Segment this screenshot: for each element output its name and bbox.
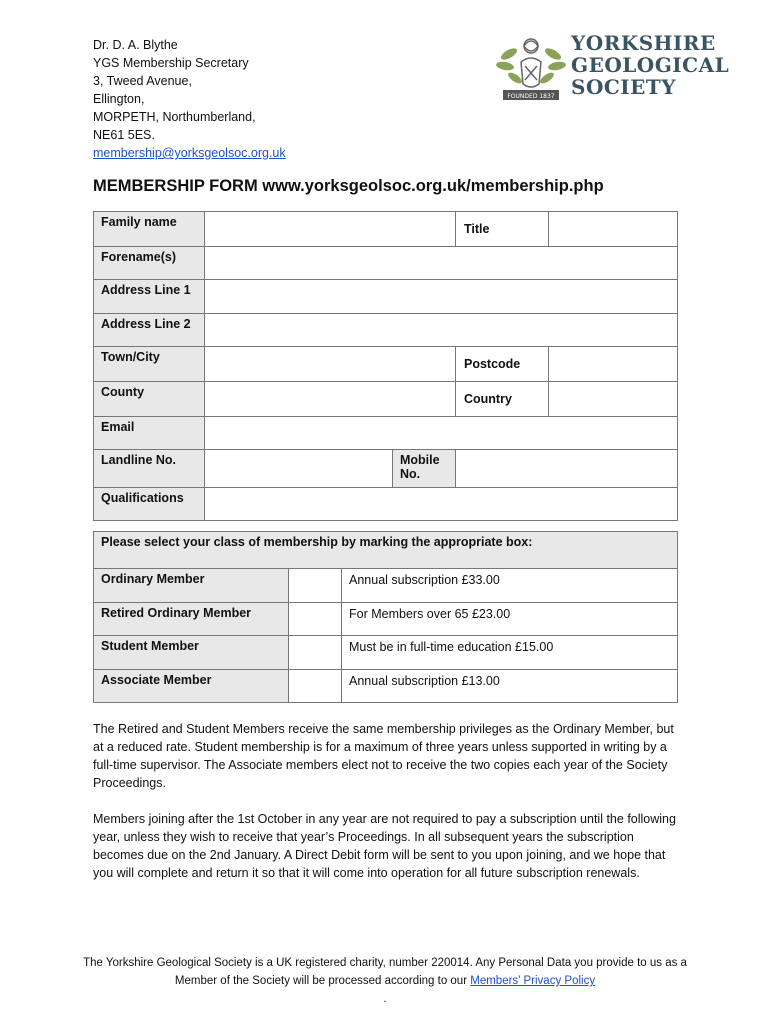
family-name-label: Family name [94, 212, 205, 247]
membership-heading: Please select your class of membership by marking the appropriate box: [94, 532, 678, 569]
forenames-field[interactable] [205, 247, 678, 280]
address-line: YGS Membership Secretary [93, 56, 249, 70]
town-label: Town/City [94, 347, 205, 382]
address2-field[interactable] [205, 314, 678, 347]
postcode-field[interactable] [549, 347, 678, 382]
membership-table [93, 531, 678, 703]
privileges-paragraph: The Retired and Student Members receive the same membership privileges as the Ordinary Member, but at a reduced rate. Student membership is for a maximum of three years unless supported in writing by a full-time supervisor. The Associate members elect not to receive the two copies each year of the Society Proceedings. [93, 722, 674, 790]
address-line: 3, Tweed Avenue, [93, 74, 192, 88]
subscription-paragraph: Members joining after the 1st October in any year are not required to pay a subscription until the following year, unless they wish to receive that year’s Proceedings. In all subsequent years the subscription becomes due on the 2nd January. A Direct Debit form will be sent to you upon joining, and we hope that you will complete and return it so that it will come into operation for all future subscription renewals. [93, 812, 676, 880]
county-label: County [94, 382, 205, 417]
ordinary-member-checkbox[interactable] [289, 569, 342, 603]
form-title: MEMBERSHIP FORM www.yorksgeolsoc.org.uk/membership.php [93, 177, 604, 195]
membership-desc: Must be in full-time education £15.00 [342, 636, 678, 670]
email-link[interactable]: membership@yorksgeolsoc.org.uk [93, 146, 286, 160]
mobile-label: Mobile No. [393, 450, 456, 488]
postcode-label: Postcode [456, 347, 549, 382]
footer-text: The Yorkshire Geological Society is a UK registered charity, number 220014. Any Personal Data you provide to us as a Member of the Society will be processed according to our [83, 957, 687, 987]
privacy-policy-link[interactable]: Members’ Privacy Policy [470, 975, 596, 987]
address1-label: Address Line 1 [94, 280, 205, 314]
email-field[interactable] [205, 417, 678, 450]
society-logo [495, 32, 755, 112]
address-line: NE61 5ES. [93, 128, 155, 142]
membership-desc: Annual subscription £13.00 [342, 670, 678, 703]
membership-type: Associate Member [94, 670, 289, 703]
mobile-field[interactable] [456, 450, 678, 488]
qualifications-label: Qualifications [94, 488, 205, 521]
title-label: Title [456, 212, 549, 247]
town-field[interactable] [205, 347, 456, 382]
country-field[interactable] [549, 382, 678, 417]
svg-text:FOUNDED 1837: FOUNDED 1837 [507, 93, 555, 100]
country-label: Country [456, 382, 549, 417]
title-field[interactable] [549, 212, 678, 247]
address1-field[interactable] [205, 280, 678, 314]
county-field[interactable] [205, 382, 456, 417]
membership-type: Ordinary Member [94, 569, 289, 603]
student-member-checkbox[interactable] [289, 636, 342, 670]
logo-wordmark: YORKSHIRE GEOLOGICAL SOCIETY [571, 31, 730, 99]
retired-member-checkbox[interactable] [289, 603, 342, 636]
membership-type: Retired Ordinary Member [94, 603, 289, 636]
footer-tail: . [383, 993, 387, 1005]
membership-desc: Annual subscription £33.00 [342, 569, 678, 603]
address-line: Ellington, [93, 92, 145, 106]
landline-label: Landline No. [94, 450, 205, 488]
address2-label: Address Line 2 [94, 314, 205, 347]
membership-desc: For Members over 65 £23.00 [342, 603, 678, 636]
family-name-field[interactable] [205, 212, 456, 247]
forenames-label: Forename(s) [94, 247, 205, 280]
email-label: Email [94, 417, 205, 450]
membership-type: Student Member [94, 636, 289, 670]
address-block [93, 36, 286, 162]
footer [80, 954, 690, 1008]
landline-field[interactable] [205, 450, 393, 488]
address-line: MORPETH, Northumberland, [93, 110, 256, 124]
associate-member-checkbox[interactable] [289, 670, 342, 703]
address-line: Dr. D. A. Blythe [93, 38, 178, 52]
qualifications-field[interactable] [205, 488, 678, 521]
crest-icon [495, 32, 567, 108]
details-table [93, 211, 678, 521]
